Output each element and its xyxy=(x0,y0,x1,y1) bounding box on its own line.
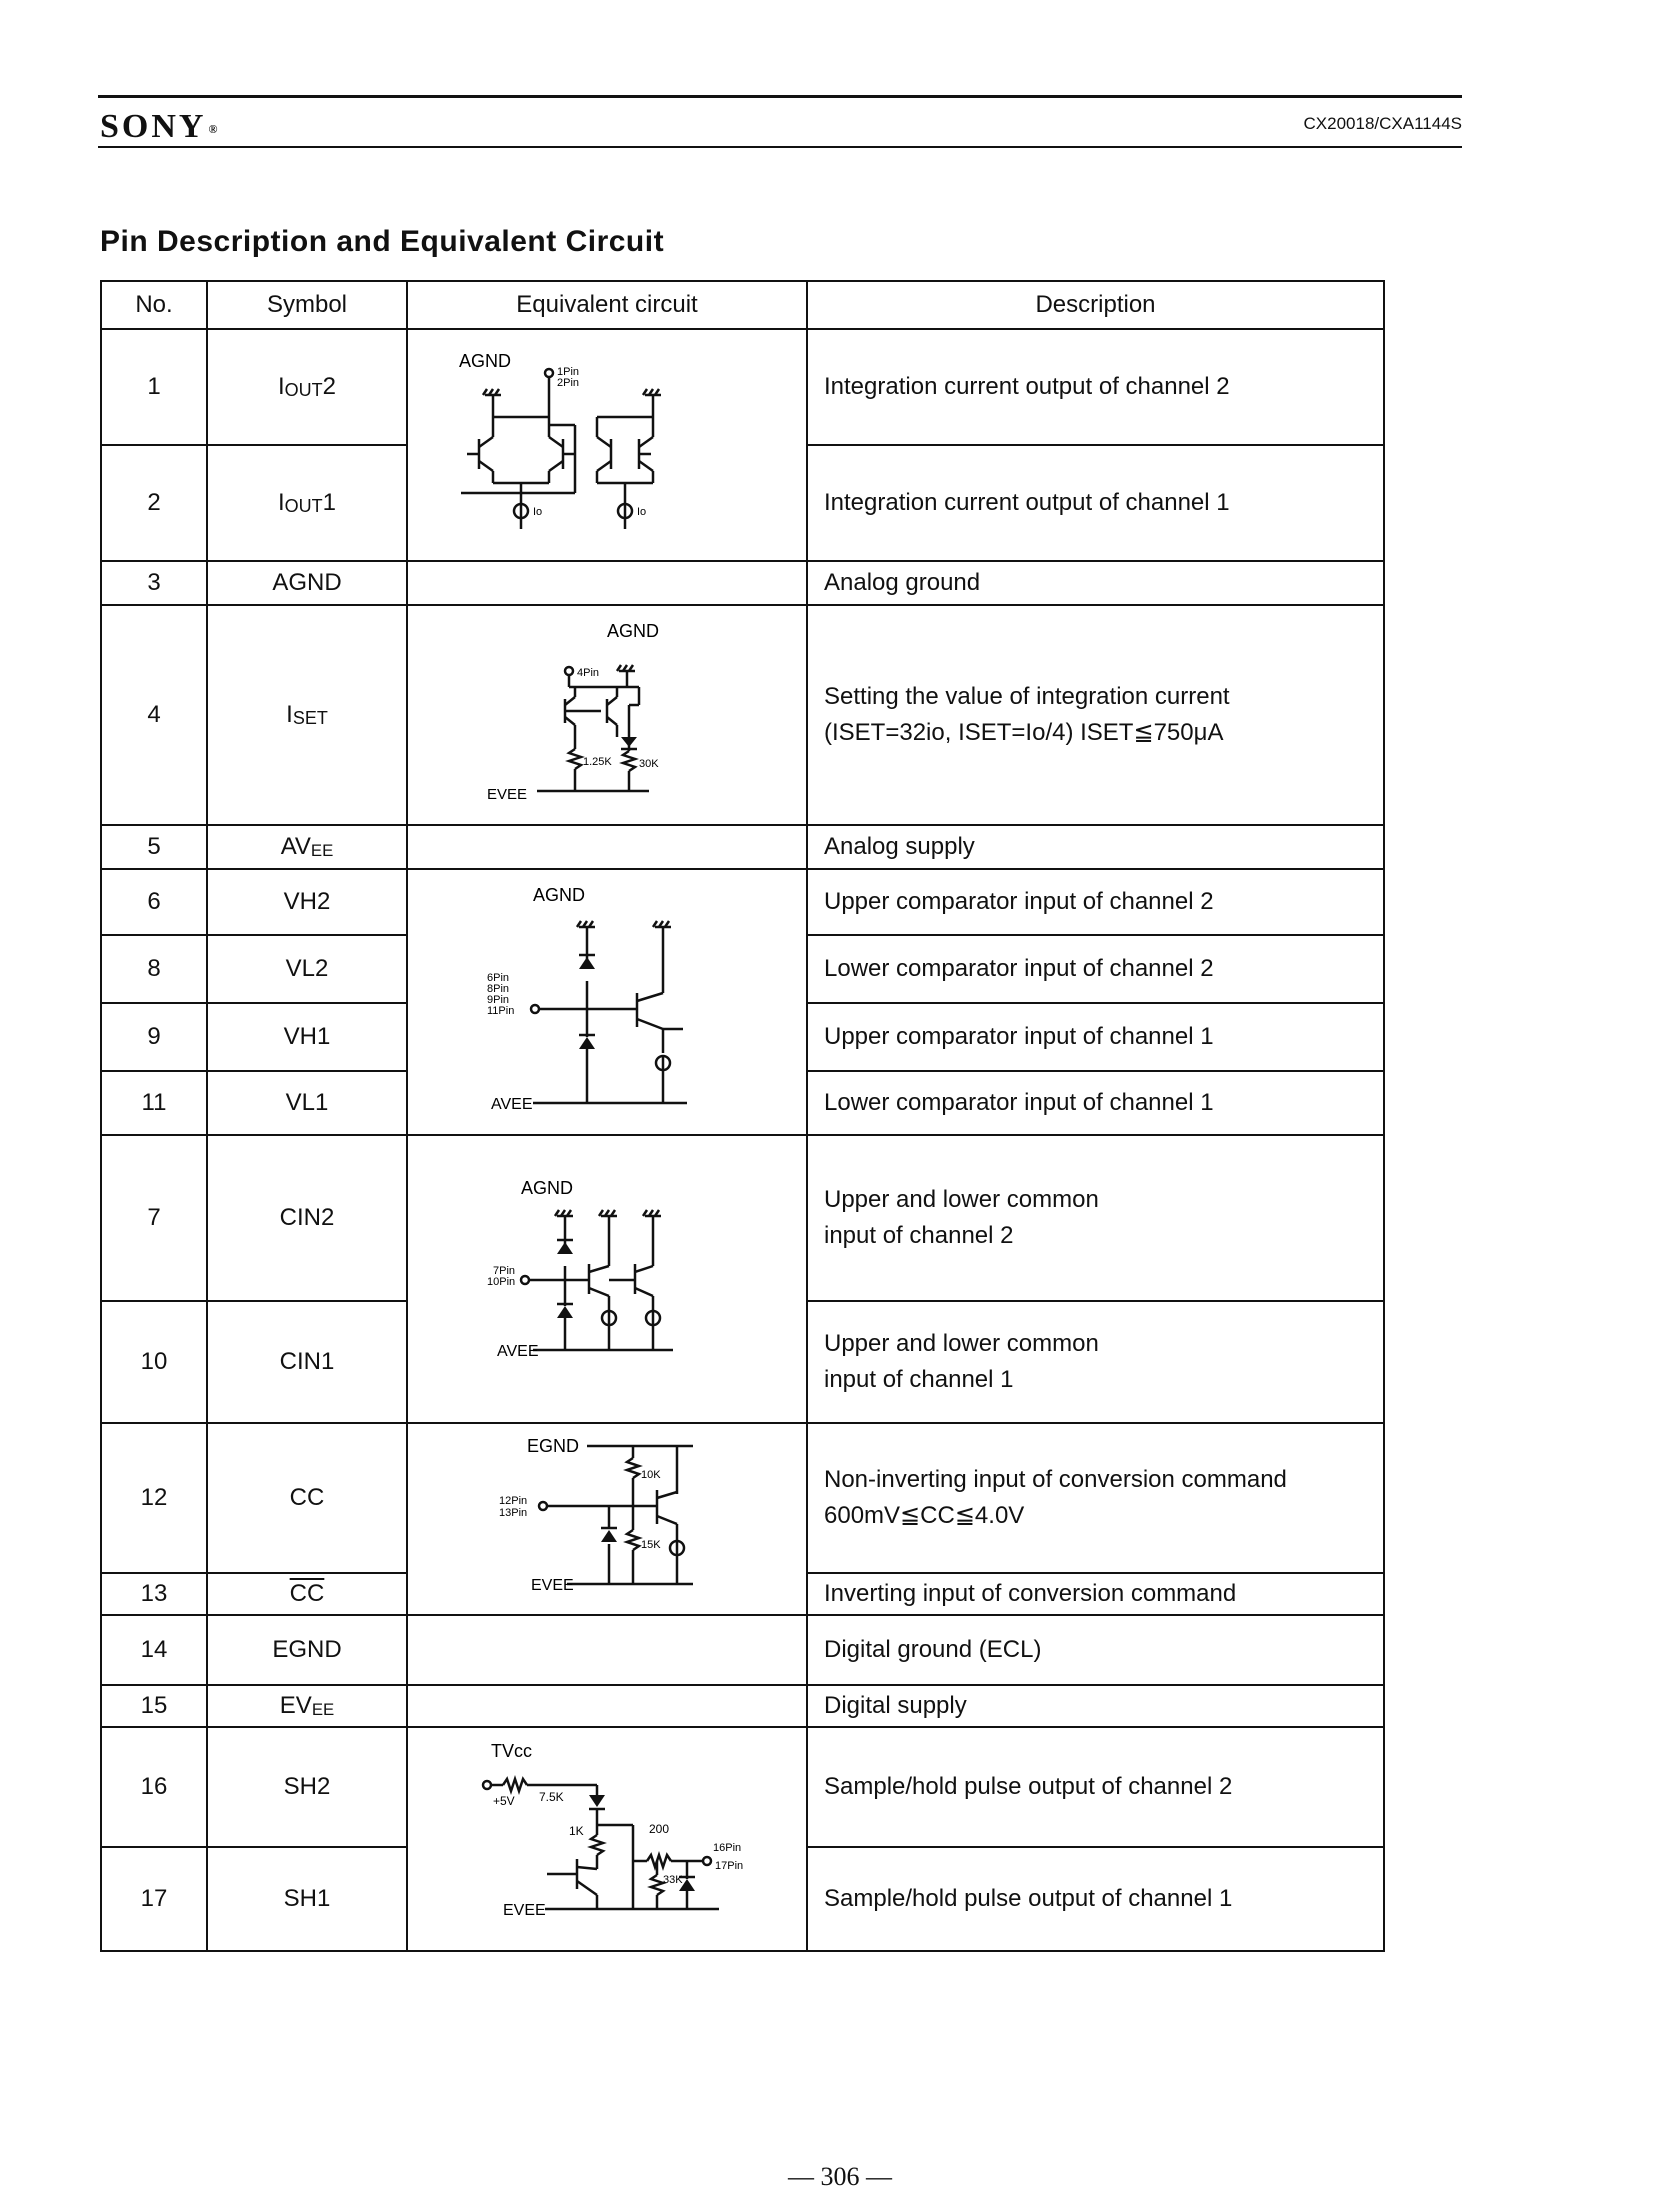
cin-pin-a-label: 7Pin xyxy=(493,1265,516,1277)
sh-vsupply-label: +5V xyxy=(493,1794,515,1808)
iout-pin-a-label: 1Pin xyxy=(557,366,580,378)
comp-agnd-label: AGND xyxy=(533,885,586,905)
sony-logo: SONY ® xyxy=(100,108,218,145)
pin-symbol: AGND xyxy=(207,561,407,605)
pin-description: Integration current output of channel 1 xyxy=(807,445,1384,561)
sh-evee-label: EVEE xyxy=(503,1902,546,1919)
table-row xyxy=(101,1685,1384,1727)
comparator-input-circuit-diagram xyxy=(477,877,737,1127)
table-row xyxy=(101,605,1384,825)
header-bottom-rule xyxy=(98,146,1462,148)
equivalent-circuit-empty xyxy=(407,1615,807,1685)
pin-symbol: CIN2 xyxy=(207,1135,407,1301)
part-number: CX20018/CXA1144S xyxy=(1303,114,1462,133)
equivalent-circuit-conversion-command xyxy=(407,1423,807,1615)
pin-symbol: VL2 xyxy=(207,935,407,1003)
cc-description-line-2: 600mV≦CC≦4.0V xyxy=(824,1502,1025,1529)
pin-description: Lower comparator input of channel 1 xyxy=(807,1071,1384,1135)
iset-r1-label: 1.25K xyxy=(583,756,612,768)
pin-number: 11 xyxy=(101,1071,207,1135)
sh-pin-a-label: 16Pin xyxy=(713,1842,742,1854)
equivalent-circuit-sample-hold xyxy=(407,1727,807,1951)
pin-symbol: SH2 xyxy=(207,1727,407,1847)
sample-hold-circuit-diagram xyxy=(447,1729,767,1949)
pin-symbol: $AV_{EE}$ xyxy=(207,825,407,869)
pin-number: 7 xyxy=(101,1135,207,1301)
pin-description: Lower comparator input of channel 2 xyxy=(807,935,1384,1003)
pin-number: 12 xyxy=(101,1423,207,1573)
table-row xyxy=(101,869,1384,935)
pin-number: 13 xyxy=(101,1573,207,1615)
pin-description xyxy=(807,1135,1384,1301)
pin-description: Analog ground xyxy=(807,561,1384,605)
table-row xyxy=(101,1135,1384,1301)
cc-evee-label: EVEE xyxy=(531,1577,574,1594)
column-header-description: Description xyxy=(807,281,1384,329)
pin-description xyxy=(807,1423,1384,1573)
pin-number: 2 xyxy=(101,445,207,561)
conversion-command-circuit-diagram xyxy=(477,1424,737,1614)
table-row xyxy=(101,1727,1384,1847)
pin-symbol: $I_{OUT}1$ xyxy=(207,445,407,561)
pin-description: Inverting input of conversion command xyxy=(807,1573,1384,1615)
cc-description-line-1: Non-inverting input of conversion command xyxy=(824,1466,1287,1493)
equivalent-circuit-common-input xyxy=(407,1135,807,1423)
equivalent-circuit-comparator xyxy=(407,869,807,1135)
pin-symbol: $EV_{EE}$ xyxy=(207,1685,407,1727)
pin-number: 3 xyxy=(101,561,207,605)
pin-description xyxy=(807,1301,1384,1423)
header-top-rule xyxy=(98,95,1462,98)
cc-r1-label: 10K xyxy=(641,1469,661,1481)
cin-agnd-label: AGND xyxy=(521,1178,574,1198)
cin2-description-text: Upper and lower common input of channel 2 xyxy=(824,1186,1099,1249)
table-row xyxy=(101,825,1384,869)
iout-source-2-label: Io xyxy=(637,506,647,518)
pin-symbol: CC xyxy=(207,1423,407,1573)
sh-r3-label: 200 xyxy=(649,1822,670,1836)
iset-r2-label: 30K xyxy=(639,758,659,770)
pin-symbol: $I_{OUT}2$ xyxy=(207,329,407,445)
current-output-circuit-diagram xyxy=(457,345,757,545)
pin-description-table xyxy=(100,280,1385,1952)
pin-symbol: EGND xyxy=(207,1615,407,1685)
pin-description: Upper comparator input of channel 2 xyxy=(807,869,1384,935)
equivalent-circuit-empty xyxy=(407,561,807,605)
pin-symbol: CIN1 xyxy=(207,1301,407,1423)
pin-description: Sample/hold pulse output of channel 1 xyxy=(807,1847,1384,1951)
table-row xyxy=(101,329,1384,445)
equivalent-circuit-empty xyxy=(407,1685,807,1727)
iset-description-line-2: (ISET=32io, ISET=Io/4) ISET≦750μA xyxy=(824,719,1224,746)
pin-number: 4 xyxy=(101,605,207,825)
iset-agnd-label: AGND xyxy=(607,621,660,641)
pin-description: Digital supply xyxy=(807,1685,1384,1727)
sh-tvcc-label: TVcc xyxy=(491,1741,533,1761)
iout-source-1-label: Io xyxy=(533,506,543,518)
pin-description: Digital ground (ECL) xyxy=(807,1615,1384,1685)
pin-symbol: $I_{SET}$ xyxy=(207,605,407,825)
page-number: — 306 — xyxy=(788,2162,892,2191)
cc-r2-label: 15K xyxy=(641,1539,661,1551)
iout-agnd-label: AGND xyxy=(459,351,512,371)
pin-number: 16 xyxy=(101,1727,207,1847)
comp-pin-6-label: 6Pin xyxy=(487,972,510,984)
cc-egnd-label: EGND xyxy=(527,1436,580,1456)
cin1-description-text: Upper and lower common input of channel 1 xyxy=(824,1330,1099,1393)
iset-pin-label: 4Pin xyxy=(577,667,600,679)
column-header-symbol: Symbol xyxy=(207,281,407,329)
iset-evee-label: EVEE xyxy=(487,786,528,803)
cc-pin-b-label: 13Pin xyxy=(499,1507,528,1519)
sh-r1-label: 7.5K xyxy=(539,1790,564,1804)
pin-number: 15 xyxy=(101,1685,207,1727)
table-header-row xyxy=(101,281,1384,329)
common-input-circuit-diagram xyxy=(477,1154,737,1404)
pin-symbol xyxy=(207,1573,407,1615)
pin-symbol: VL1 xyxy=(207,1071,407,1135)
pin-number: 14 xyxy=(101,1615,207,1685)
pin-number: 6 xyxy=(101,869,207,935)
pin-description xyxy=(807,605,1384,825)
comp-avee-label: AVEE xyxy=(491,1096,533,1113)
equivalent-circuit-empty xyxy=(407,825,807,869)
equivalent-circuit-iout xyxy=(407,329,807,561)
comp-pin-9-label: 9Pin xyxy=(487,994,510,1006)
cin-pin-b-label: 10Pin xyxy=(487,1276,516,1288)
table-row xyxy=(101,1423,1384,1573)
pin-number: 1 xyxy=(101,329,207,445)
sh-pin-b-label: 17Pin xyxy=(715,1860,744,1872)
table-row xyxy=(101,561,1384,605)
pin-number: 8 xyxy=(101,935,207,1003)
iset-circuit-diagram xyxy=(467,615,747,815)
pin-description: Upper comparator input of channel 1 xyxy=(807,1003,1384,1071)
cc-inverted-symbol: $\overline{CC}$ xyxy=(289,1580,325,1607)
sh-r2-label: 1K xyxy=(569,1824,584,1838)
pin-number: 17 xyxy=(101,1847,207,1951)
pin-description: Analog supply xyxy=(807,825,1384,869)
iset-description-line-1: Setting the value of integration current xyxy=(824,683,1230,710)
column-header-no: No. xyxy=(101,281,207,329)
sh-r4-label: 33K xyxy=(663,1874,683,1886)
column-header-equivalent-circuit: Equivalent circuit xyxy=(407,281,807,329)
cin-avee-label: AVEE xyxy=(497,1343,539,1360)
pin-number: 5 xyxy=(101,825,207,869)
equivalent-circuit-iset xyxy=(407,605,807,825)
table-row xyxy=(101,1615,1384,1685)
pin-description: Integration current output of channel 2 xyxy=(807,329,1384,445)
pin-description: Sample/hold pulse output of channel 2 xyxy=(807,1727,1384,1847)
pin-symbol: VH1 xyxy=(207,1003,407,1071)
pin-symbol: VH2 xyxy=(207,869,407,935)
section-title: Pin Description and Equivalent Circuit xyxy=(100,225,665,258)
cc-pin-a-label: 12Pin xyxy=(499,1495,528,1507)
comp-pin-11-label: 11Pin xyxy=(487,1005,515,1017)
pin-number: 9 xyxy=(101,1003,207,1071)
comp-pin-8-label: 8Pin xyxy=(487,983,510,995)
pin-symbol: SH1 xyxy=(207,1847,407,1951)
iout-pin-b-label: 2Pin xyxy=(557,377,580,389)
pin-number: 10 xyxy=(101,1301,207,1423)
